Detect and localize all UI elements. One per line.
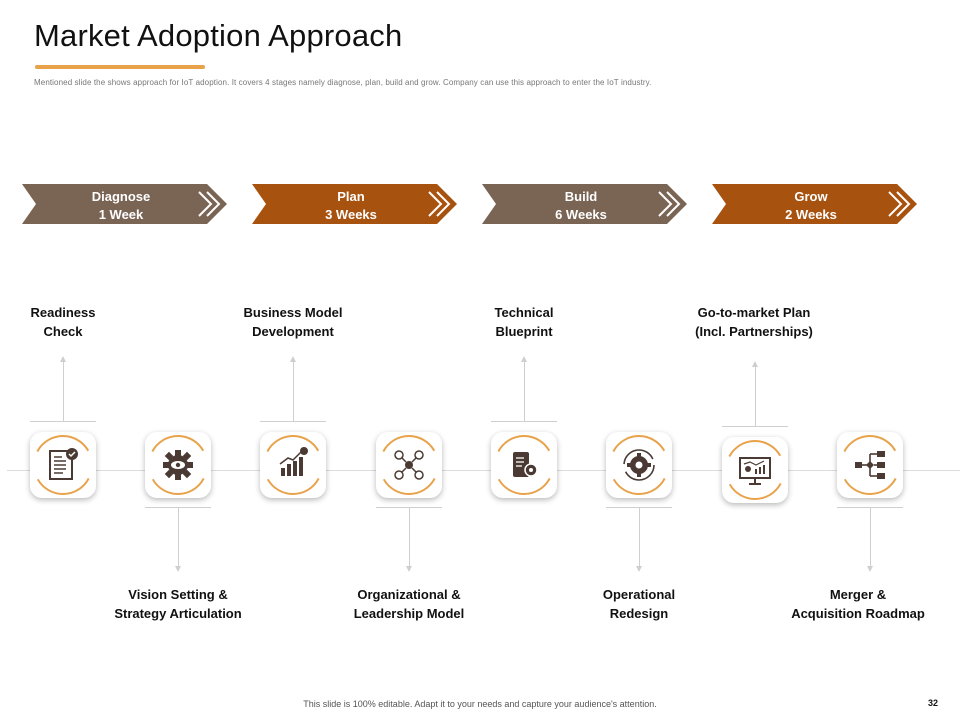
stage-diagnose — [22, 184, 227, 224]
step-label-line: Development — [252, 324, 334, 339]
step-node-readiness-check — [30, 432, 96, 498]
step-label-line: Acquisition Roadmap — [791, 606, 925, 621]
stage-duration: 1 Week — [98, 207, 144, 222]
slide-footer: This slide is 100% editable. Adapt it to your needs and capture your audience's attention. — [303, 699, 657, 709]
slide-subtitle: Mentioned slide the shows approach for IoT adoption. It covers 4 stages namely diagnose, plan, build and grow. Company can use this approach to enter the IoT industry. — [34, 78, 652, 87]
step-node-organizational — [376, 432, 442, 498]
step-node-vision-setting — [145, 432, 211, 498]
team-network-icon — [376, 432, 442, 498]
stage-duration: 2 Weeks — [785, 207, 837, 222]
stage-name: Plan — [337, 189, 365, 204]
step-node-go-to-market — [722, 437, 788, 503]
presentation-board-icon — [722, 437, 788, 503]
stage-name: Grow — [794, 189, 828, 204]
clipboard-check-icon — [30, 432, 96, 498]
step-node-business-model — [260, 432, 326, 498]
step-label-line: Blueprint — [495, 324, 553, 339]
step-node-merger-acquisition — [837, 432, 903, 498]
step-label-line: Strategy Articulation — [114, 606, 242, 621]
step-label-technical-blueprint — [424, 303, 624, 341]
step-node-operational-redesign — [606, 432, 672, 498]
stage-duration: 3 Weeks — [325, 207, 377, 222]
step-label-line: Redesign — [609, 606, 669, 621]
step-label-vision-setting — [78, 585, 278, 623]
flow-hierarchy-icon — [837, 432, 903, 498]
step-label-line: (Incl. Partnerships) — [695, 324, 813, 339]
growth-chart-dollar-icon — [260, 432, 326, 498]
stage-name: Diagnose — [91, 189, 151, 204]
stage-name: Build — [564, 189, 598, 204]
step-label-line: Business Model — [243, 305, 343, 320]
step-label-line: Go-to-market Plan — [697, 305, 811, 320]
step-label-line: Operational — [602, 587, 676, 602]
page-number: 32 — [927, 698, 938, 708]
step-label-readiness-check — [0, 303, 163, 341]
step-label-line: Organizational & — [357, 587, 461, 602]
stage-build — [482, 184, 687, 224]
stage-plan — [252, 184, 457, 224]
step-label-organizational — [309, 585, 509, 623]
step-label-line: Vision Setting & — [128, 587, 228, 602]
stage-duration: 6 Weeks — [555, 207, 607, 222]
document-settings-icon — [491, 432, 557, 498]
step-label-go-to-market — [654, 303, 854, 341]
gear-eye-icon — [145, 432, 211, 498]
step-label-line: Check — [43, 324, 83, 339]
step-label-business-model — [193, 303, 393, 341]
stage-grow — [712, 184, 917, 224]
title-accent-bar — [35, 65, 205, 69]
step-label-line: Technical — [494, 305, 554, 320]
step-label-merger-acquisition — [758, 585, 958, 623]
step-label-line: Readiness — [30, 305, 96, 320]
step-node-technical-blueprint — [491, 432, 557, 498]
step-label-line: Leadership Model — [353, 606, 465, 621]
gear-cycle-icon — [606, 432, 672, 498]
step-label-line: Merger & — [829, 587, 887, 602]
slide-title: Market Adoption Approach — [34, 18, 403, 53]
step-label-operational-redesign — [539, 585, 739, 623]
